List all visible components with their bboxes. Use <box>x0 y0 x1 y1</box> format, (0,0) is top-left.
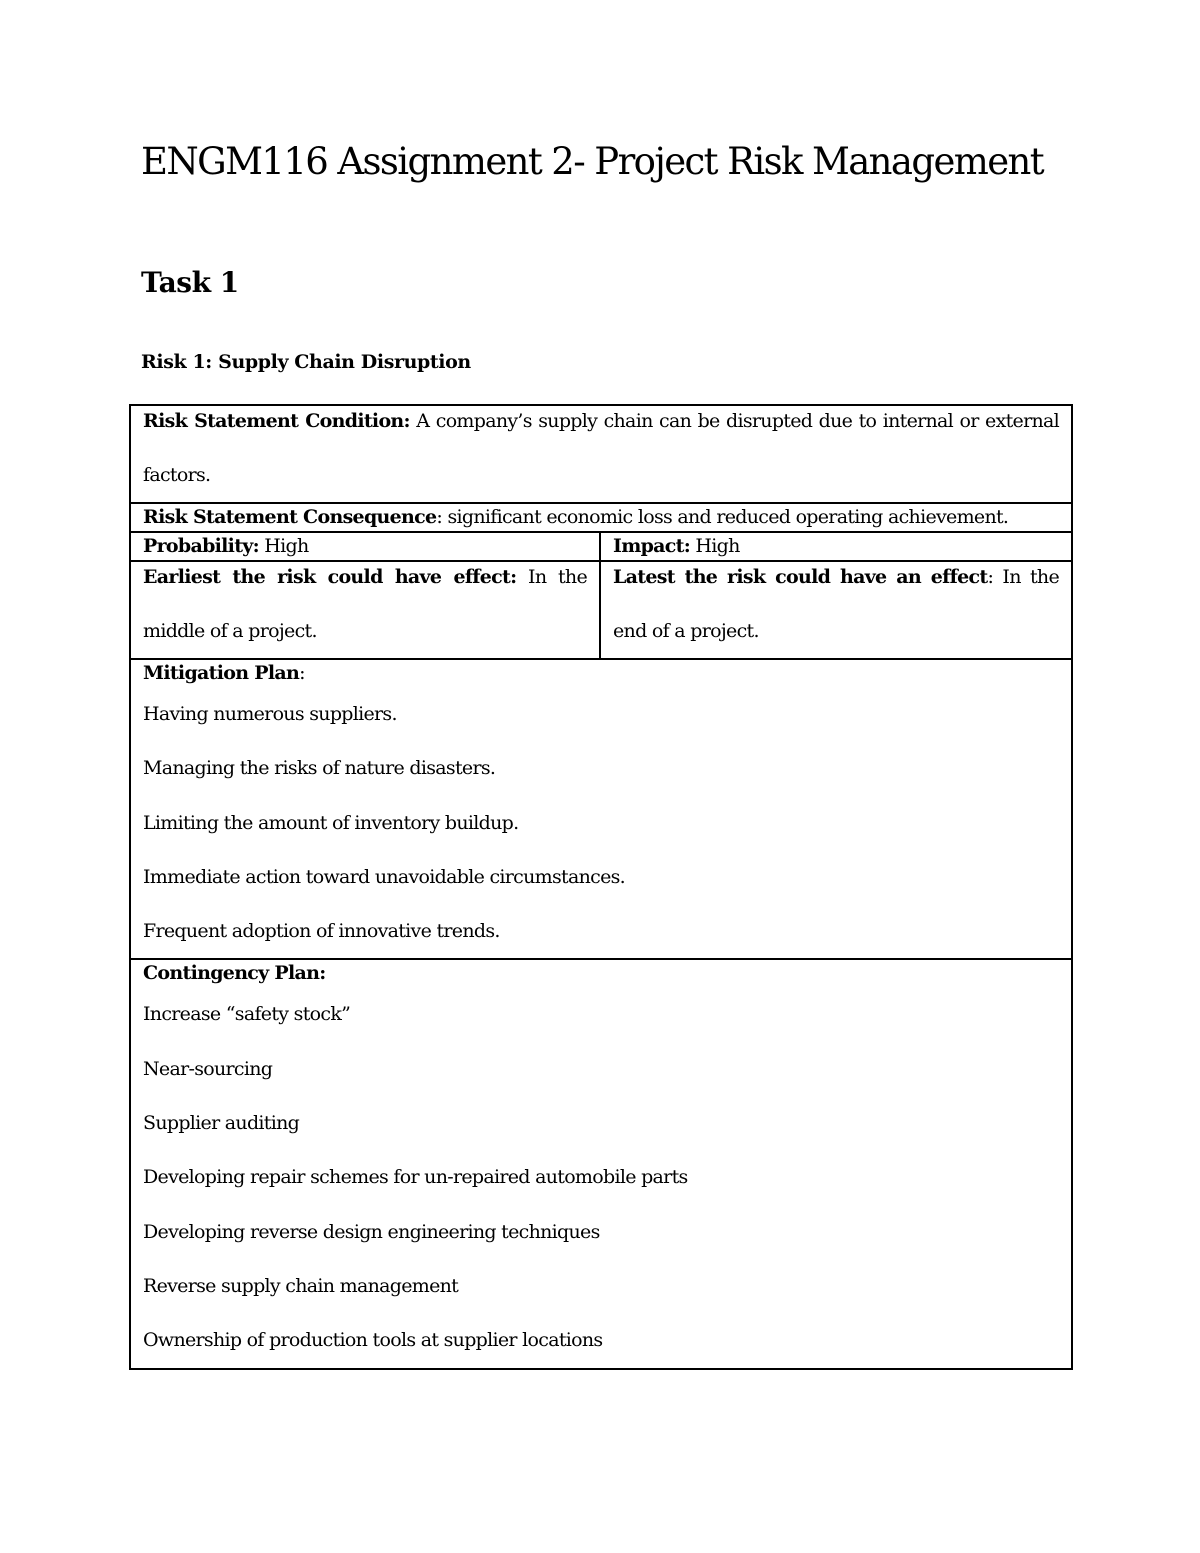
condition-text-block <box>143 394 1059 502</box>
condition-row <box>130 405 1072 503</box>
impact-label: Impact: <box>613 535 691 557</box>
probability-value: High <box>264 535 309 557</box>
condition-cell <box>130 405 1072 503</box>
consequence-cell <box>130 503 1072 532</box>
list-item: Increase “safety stock” <box>143 1003 351 1026</box>
mitigation-cell <box>130 659 1072 959</box>
contingency-heading <box>143 960 1059 987</box>
risk-register-table <box>129 404 1073 1370</box>
earliest-label: Earliest the risk could have effect: <box>143 566 517 588</box>
list-item: Near-sourcing <box>143 1057 273 1080</box>
latest-text-block <box>613 550 1059 658</box>
list-item: Frequent adoption of innovative trends. <box>143 920 500 943</box>
earliest-text: In the middle of a project. <box>143 566 588 642</box>
condition-text: A company’s supply chain can be disrupted due to internal or external factors. <box>143 410 1059 486</box>
condition-label: Risk Statement Condition: <box>143 410 410 432</box>
mitigation-label: Mitigation Plan <box>143 662 300 684</box>
mitigation-row <box>130 659 1072 959</box>
consequence-label: Risk Statement Consequence <box>143 506 437 528</box>
timing-row <box>130 561 1072 659</box>
latest-cell <box>600 561 1072 659</box>
contingency-list <box>143 960 1059 1367</box>
list-item: Developing reverse design engineering techniques <box>143 1220 600 1243</box>
list-item: Limiting the amount of inventory buildup. <box>143 811 519 834</box>
probability-label: Probability: <box>143 535 259 557</box>
list-item: Having numerous suppliers. <box>143 703 397 725</box>
contingency-row <box>130 959 1072 1368</box>
list-item: Managing the risks of nature disasters. <box>143 757 496 780</box>
document-title: ENGM116 Assignment 2- Project Risk Management <box>141 140 1044 183</box>
list-item: Ownership of production tools at supplier locations <box>143 1329 603 1352</box>
risk-heading: Risk 1: Supply Chain Disruption <box>141 351 471 373</box>
mitigation-label-suffix: : <box>299 662 305 684</box>
latest-label: Latest the risk could have an effect <box>613 566 988 588</box>
consequence-row <box>130 503 1072 532</box>
contingency-cell <box>130 959 1072 1368</box>
latest-text: : In the end of a project. <box>613 566 1059 642</box>
mitigation-list <box>143 660 1059 958</box>
list-item: Immediate action toward unavoidable circumstances. <box>143 865 625 888</box>
task-heading: Task 1 <box>141 266 239 299</box>
consequence-text: : significant economic loss and reduced operating achievement. <box>436 506 1009 528</box>
earliest-cell <box>130 561 600 659</box>
list-item: Supplier auditing <box>143 1112 300 1135</box>
list-item: Developing repair schemes for un-repaired automobile parts <box>143 1166 688 1189</box>
mitigation-heading <box>143 660 1059 687</box>
contingency-label: Contingency Plan: <box>143 962 326 985</box>
impact-value: High <box>695 535 740 557</box>
earliest-text-block <box>143 550 587 658</box>
list-item: Reverse supply chain management <box>143 1274 459 1297</box>
